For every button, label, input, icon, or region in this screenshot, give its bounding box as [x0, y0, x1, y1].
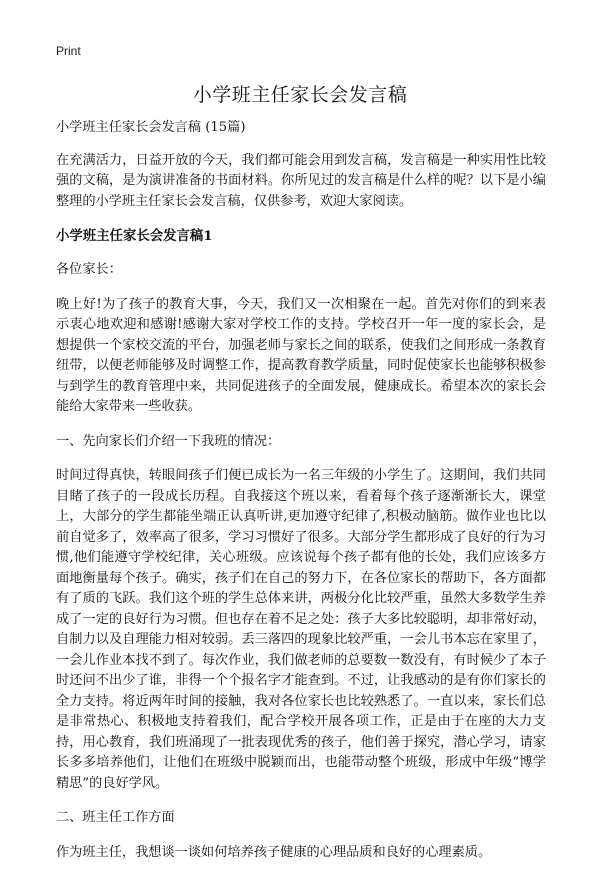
intro-paragraph: 在充满活力，日益开放的今天，我们都可能会用到发言稿，发言稿是一种实用性比较强的文稿，是为演讲准备的书面材料。你所见过的发言稿是什么样的呢？以下是小编整理的小学班主任家长会发言稿，仅供参考，欢迎大家阅读。 — [56, 152, 546, 209]
document-body — [56, 118, 546, 877]
document-title: 小学班主任家长会发言稿 — [192, 84, 408, 106]
print-link[interactable]: Print — [56, 44, 81, 58]
point1-paragraph: 时间过得真快，转眼间孩子们便已成长为一名三年级的小学生了。这期间，我们共同目睹了孩子的一段成长历程。自我接这个班以来，看着每个孩子逐渐渐长大，课堂上，大部分的学生都能坐端正认真听讲,更加遵守纪律了,积极动脑筋。做作业也比以前自觉多了，效率高了很多，学习习惯好了很多。大部分学生都形成了良好的行为习惯,他们能遵守学校纪律，关心班级。应该说每个孩子都有他的长处，我们应该多方面地衡量每个孩子。确实，孩子们在自己的努力下，在各位家长的帮助下，各方面都有了质的飞跃。我们这个班的学生总体来讲，两极分化比较严重，虽然大多数学生养成了一定的良好行为习惯。但也存在着不足之处：孩子大多比较聪明，却非常好动，自制力以及自理能力相对较弱。丢三落四的现象比较严重，一会儿书本忘在家里了，一会儿作业本找不到了。每次作业，我们做老师的总要数一数没有，有时候少了本子时还问不出少了谁，非得一个个报名字才能查到。不过，让我感动的是有你们家长的全力支持。将近两年时间的接触，我对各位家长也比较熟悉了。一直以来，家长们总是非常热心、积极地支持着我们，配合学校开展各项工作，正是由于在座的大力支持，用心教育，我们班涌现了一批表现优秀的孩子，他们善于探究，潜心学习，请家长多多培养他们，让他们在班级中脱颖而出，也能带动整个班级，形成中年级“博学精思”的良好学风。 — [56, 468, 546, 791]
point2-paragraph: 作为班主任，我想谈一谈如何培养孩子健康的心理品质和良好的心理素质。 — [56, 844, 492, 860]
greeting-paragraph: 各位家长： — [56, 262, 122, 277]
point2-heading: 二、班主任工作方面 — [56, 810, 175, 825]
opening-paragraph: 晚上好!为了孩子的教育大事，今天，我们又一次相聚在一起。首先对你们的到来表示衷心地欢迎和感谢!感谢大家对学校工作的支持。学校召开一年一度的家长会，是想提供一个家校交流的平台，加强老师与家长之间的联系，使我们之间形成一条教育纽带，以便老师能够及时调整工作，提高教育教学质量，同时促使家长也能够积极参与到学生的教育管理中来，共同促进孩子的全面发展，健康成长。希望本次的家长会能给大家带来一些收获。 — [56, 296, 546, 414]
section-heading: 小学班主任家长会发言稿1 — [56, 228, 213, 244]
point1-heading: 一、先向家长们介绍一下我班的情况： — [56, 433, 281, 449]
document-subtitle: 小学班主任家长会发言稿 (15篇) — [56, 120, 246, 135]
